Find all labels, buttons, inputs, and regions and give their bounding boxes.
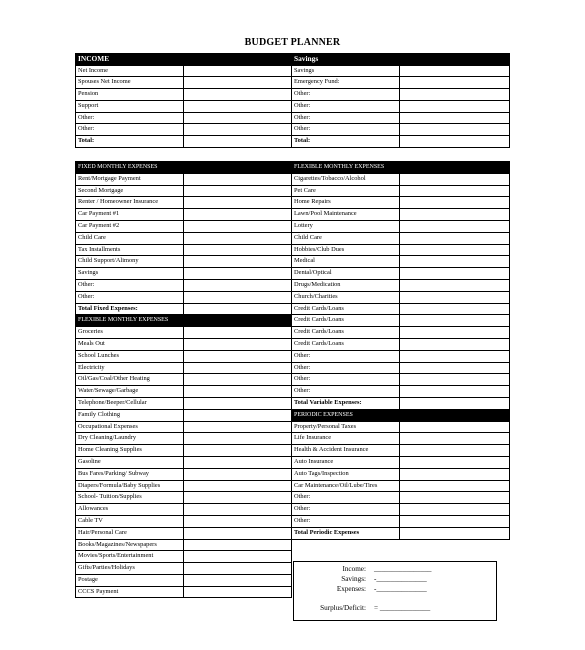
variable-expense-label: Other: <box>292 374 400 386</box>
periodic-expense-amount-field[interactable] <box>400 492 510 504</box>
savings-label: Other: <box>292 112 400 124</box>
income-amount-field[interactable] <box>184 65 292 77</box>
flexible-expense-amount-field[interactable] <box>184 362 292 374</box>
flexible-expense-label: Groceries <box>76 327 184 339</box>
income-total-label: Total: <box>76 135 184 147</box>
variable-expense-amount-field[interactable] <box>400 315 510 327</box>
variable-expense-amount-field[interactable] <box>400 374 510 386</box>
variable-expense-amount-field[interactable] <box>400 244 510 256</box>
income-amount-field[interactable] <box>184 77 292 89</box>
summary-label: Surplus/Deficit: <box>320 604 366 612</box>
variable-expense-amount-field[interactable] <box>400 303 510 315</box>
savings-amount-field[interactable] <box>400 65 510 77</box>
variable-expense-label: Pet Care <box>292 185 400 197</box>
variable-expense-amount-field[interactable] <box>400 209 510 221</box>
fixed-expense-amount-field[interactable] <box>184 256 292 268</box>
flexible-expense-amount-field[interactable] <box>184 586 292 598</box>
savings-amount-field[interactable] <box>400 124 510 136</box>
variable-expense-label: Lawn/Pool Maintenance <box>292 209 400 221</box>
table-row <box>292 268 510 280</box>
flexible-expense-label: Water/Sewage/Garbage <box>76 386 184 398</box>
flexible-expense-amount-field[interactable] <box>184 574 292 586</box>
variable-expense-amount-field[interactable] <box>400 279 510 291</box>
table-row <box>292 527 510 539</box>
table-row <box>76 409 292 421</box>
periodic-expenses-header: PERIODIC EXPENSES <box>292 409 510 421</box>
savings-total-field[interactable] <box>400 135 510 147</box>
savings-header-blank <box>400 54 510 66</box>
variable-expense-label: Medical <box>292 256 400 268</box>
fixed-expense-label: Savings <box>76 268 184 280</box>
table-row <box>292 220 510 232</box>
income-amount-field[interactable] <box>184 100 292 112</box>
flexible-expense-amount-field[interactable] <box>184 515 292 527</box>
variable-expense-amount-field[interactable] <box>400 268 510 280</box>
table-row <box>76 185 292 197</box>
table-row <box>76 574 292 586</box>
table-row <box>292 433 510 445</box>
table-row <box>76 386 292 398</box>
variable-expense-label: Other: <box>292 362 400 374</box>
table-row <box>76 268 292 280</box>
table-row <box>76 468 292 480</box>
fixed-expense-amount-field[interactable] <box>184 209 292 221</box>
income-header: INCOME <box>76 54 184 66</box>
variable-expense-label: Credit Cards/Loans <box>292 327 400 339</box>
flexible-expense-amount-field[interactable] <box>184 338 292 350</box>
table-row <box>292 397 510 409</box>
savings-total-label: Total: <box>292 135 400 147</box>
flexible-expense-label: Electricity <box>76 362 184 374</box>
table-row <box>76 586 292 598</box>
summary-row <box>294 604 496 614</box>
income-savings-header-row <box>76 54 510 66</box>
table-row <box>76 279 292 291</box>
variable-expense-amount-field[interactable] <box>400 220 510 232</box>
table-row <box>76 65 510 77</box>
periodic-expense-amount-field[interactable] <box>400 433 510 445</box>
table-row <box>76 112 510 124</box>
flexible-expense-amount-field[interactable] <box>184 386 292 398</box>
table-row <box>76 433 292 445</box>
variable-expense-label: Hobbies/Club Dues <box>292 244 400 256</box>
periodic-expense-amount-field[interactable] <box>400 445 510 457</box>
flexible-expense-amount-field[interactable] <box>184 409 292 421</box>
summary-row <box>294 585 496 595</box>
income-label: Other: <box>76 124 184 136</box>
table-row <box>292 173 510 185</box>
fixed-expense-amount-field[interactable] <box>184 220 292 232</box>
savings-label: Emergency Fund: <box>292 77 400 89</box>
flexible-expense-label: Occupational Expenses <box>76 421 184 433</box>
variable-expense-amount-field[interactable] <box>400 197 510 209</box>
fixed-expenses-header: FIXED MONTHLY EXPENSES <box>76 162 292 174</box>
summary-label: Savings: <box>341 575 366 583</box>
flexible-expense-amount-field[interactable] <box>184 327 292 339</box>
variable-expense-amount-field[interactable] <box>400 256 510 268</box>
table-row <box>76 563 292 575</box>
variable-expense-amount-field[interactable] <box>400 386 510 398</box>
table-row <box>76 515 292 527</box>
table-row <box>292 374 510 386</box>
periodic-expense-label: Other: <box>292 504 400 516</box>
flexible-expense-label: CCCS Payment <box>76 586 184 598</box>
income-amount-field[interactable] <box>184 112 292 124</box>
periodic-total-label: Total Periodic Expenses <box>292 527 400 539</box>
flexible-expense-label: Hair/Personal Care <box>76 527 184 539</box>
table-row <box>76 327 292 339</box>
flexible-and-periodic-table <box>291 161 510 540</box>
variable-expense-amount-field[interactable] <box>400 173 510 185</box>
periodic-expense-label: Life Insurance <box>292 433 400 445</box>
table-row <box>76 124 510 136</box>
fixed-expense-label: Child Support/Alimony <box>76 256 184 268</box>
flexible-expense-label: Postage <box>76 574 184 586</box>
flexible-expense-amount-field[interactable] <box>184 421 292 433</box>
income-savings-table <box>75 53 510 148</box>
fixed-expense-amount-field[interactable] <box>184 291 292 303</box>
variable-total-label: Total Variable Expenses: <box>292 397 400 409</box>
fixed-expense-label: Second Mortgage <box>76 185 184 197</box>
income-label: Pension <box>76 89 184 101</box>
flexible-expense-label: Telephone/Beeper/Cellular <box>76 397 184 409</box>
summary-label: Expenses: <box>336 585 366 593</box>
fixed-total-amount-field[interactable] <box>184 303 292 315</box>
flexible-expense-amount-field[interactable] <box>184 468 292 480</box>
summary-row <box>294 565 496 575</box>
savings-label: Savings <box>292 65 400 77</box>
table-row <box>292 291 510 303</box>
income-amount-field[interactable] <box>184 124 292 136</box>
table-row <box>76 539 292 551</box>
flexible-expense-label: Gifts/Parties/Holidays <box>76 563 184 575</box>
flexible-expense-label: School Lunches <box>76 350 184 362</box>
flexible-expense-label: School- Tuition/Supplies <box>76 492 184 504</box>
table-row <box>76 527 292 539</box>
flexible-expense-label: Gasoline <box>76 456 184 468</box>
table-row <box>76 350 292 362</box>
fixed-expense-label: Child Care <box>76 232 184 244</box>
periodic-expense-amount-field[interactable] <box>400 456 510 468</box>
table-row <box>76 89 510 101</box>
table-row <box>292 492 510 504</box>
periodic-total-amount-field[interactable] <box>400 527 510 539</box>
income-label: Support <box>76 100 184 112</box>
periodic-expense-amount-field[interactable] <box>400 468 510 480</box>
flexible-expense-amount-field[interactable] <box>184 563 292 575</box>
fixed-total-label: Total Fixed Expenses: <box>76 303 184 315</box>
variable-expense-label: Credit Cards/Loans <box>292 338 400 350</box>
table-row <box>292 421 510 433</box>
flexible-expense-amount-field[interactable] <box>184 492 292 504</box>
flexible-expense-amount-field[interactable] <box>184 527 292 539</box>
periodic-expense-amount-field[interactable] <box>400 421 510 433</box>
savings-label: Other: <box>292 100 400 112</box>
flexible-expense-amount-field[interactable] <box>184 456 292 468</box>
periodic-expenses-header-row <box>292 409 510 421</box>
variable-expense-label: Credit Cards/Loans <box>292 303 400 315</box>
table-row <box>76 244 292 256</box>
table-row <box>292 197 510 209</box>
variable-total-amount-field[interactable] <box>400 397 510 409</box>
flexible-expense-amount-field[interactable] <box>184 350 292 362</box>
flexible-expense-amount-field[interactable] <box>184 374 292 386</box>
summary-label: Income: <box>342 565 366 573</box>
fixed-expense-amount-field[interactable] <box>184 268 292 280</box>
flexible-expense-label: Family Clothing <box>76 409 184 421</box>
variable-expense-amount-field[interactable] <box>400 327 510 339</box>
periodic-expense-label: Other: <box>292 515 400 527</box>
fixed-expense-amount-field[interactable] <box>184 197 292 209</box>
variable-expense-label: Other: <box>292 350 400 362</box>
variable-expense-label: Dental/Optical <box>292 268 400 280</box>
flexible-expense-amount-field[interactable] <box>184 504 292 516</box>
table-row <box>292 445 510 457</box>
table-row <box>292 279 510 291</box>
table-row <box>76 374 292 386</box>
flexible-expense-label: Home Cleaning Supplies <box>76 445 184 457</box>
summary-blank-line[interactable]: -______________ <box>374 585 427 593</box>
table-row <box>76 551 292 563</box>
fixed-expense-label: Car Payment #2 <box>76 220 184 232</box>
table-row <box>292 515 510 527</box>
savings-amount-field[interactable] <box>400 112 510 124</box>
table-row <box>292 338 510 350</box>
savings-header: Savings <box>292 54 400 66</box>
flexible-expenses-header-row <box>76 315 292 327</box>
flexible-expenses-header: FLEXIBLE MONTHLY EXPENSES <box>76 315 292 327</box>
summary-blank-line[interactable]: ________________ <box>374 565 432 573</box>
variable-expense-amount-field[interactable] <box>400 185 510 197</box>
flexible-expenses-header-right: FLEXIBLE MONTHLY EXPENSES <box>292 162 510 174</box>
flexible-expense-label: Meals Out <box>76 338 184 350</box>
flexible-expense-amount-field[interactable] <box>184 539 292 551</box>
flexible-expense-amount-field[interactable] <box>184 397 292 409</box>
table-row <box>292 456 510 468</box>
income-label: Other: <box>76 112 184 124</box>
variable-expense-amount-field[interactable] <box>400 338 510 350</box>
variable-expense-label: Drugs/Medication <box>292 279 400 291</box>
table-row <box>292 480 510 492</box>
flexible-expense-label: Books/Magazines/Newspapers <box>76 539 184 551</box>
variable-expense-label: Other: <box>292 386 400 398</box>
flexible-expense-amount-field[interactable] <box>184 445 292 457</box>
table-row <box>76 100 510 112</box>
savings-amount-field[interactable] <box>400 89 510 101</box>
flexible-expense-label: Allowances <box>76 504 184 516</box>
summary-blank-line[interactable]: -______________ <box>374 575 427 583</box>
flexible-expense-label: Oil/Gas/Coal/Other Heating <box>76 374 184 386</box>
table-row <box>76 504 292 516</box>
variable-expense-label: Home Repairs <box>292 197 400 209</box>
periodic-expense-amount-field[interactable] <box>400 480 510 492</box>
table-row <box>292 468 510 480</box>
periodic-expense-amount-field[interactable] <box>400 515 510 527</box>
summary-box <box>293 561 497 621</box>
fixed-expense-amount-field[interactable] <box>184 279 292 291</box>
periodic-expense-amount-field[interactable] <box>400 504 510 516</box>
table-row <box>292 244 510 256</box>
variable-expense-label: Credit Cards/Loans <box>292 315 400 327</box>
table-row <box>76 397 292 409</box>
fixed-expense-amount-field[interactable] <box>184 173 292 185</box>
table-row <box>76 445 292 457</box>
fixed-expense-label: Other: <box>76 291 184 303</box>
table-row <box>292 315 510 327</box>
flexible-expense-label: Movies/Sports/Entertainment <box>76 551 184 563</box>
periodic-expense-label: Property/Personal Taxes <box>292 421 400 433</box>
summary-blank-line[interactable]: = ______________ <box>374 604 431 612</box>
fixed-expense-amount-field[interactable] <box>184 185 292 197</box>
variable-expense-label: Child Care <box>292 232 400 244</box>
table-row <box>76 338 292 350</box>
variable-expense-label: Cigarettes/Tobacco/Alcohol <box>292 173 400 185</box>
savings-amount-field[interactable] <box>400 77 510 89</box>
flexible-expenses-header-right-row <box>292 162 510 174</box>
table-row <box>76 173 292 185</box>
periodic-expense-label: Car Maintenance/Oil/Lube/Tires <box>292 480 400 492</box>
flexible-expense-label: Bus Fares/Parking/ Subway <box>76 468 184 480</box>
variable-expense-amount-field[interactable] <box>400 362 510 374</box>
fixed-expense-amount-field[interactable] <box>184 232 292 244</box>
table-row <box>292 256 510 268</box>
flexible-expense-label: Diapers/Formula/Baby Supplies <box>76 480 184 492</box>
flexible-expense-amount-field[interactable] <box>184 433 292 445</box>
variable-expense-amount-field[interactable] <box>400 232 510 244</box>
flexible-expense-label: Dry Cleaning/Laundry <box>76 433 184 445</box>
income-header-blank <box>184 54 292 66</box>
fixed-expense-label: Rent/Mortgage Payment <box>76 173 184 185</box>
fixed-expense-label: Other: <box>76 279 184 291</box>
flexible-expense-amount-field[interactable] <box>184 480 292 492</box>
savings-label: Other: <box>292 89 400 101</box>
income-label: Net Income <box>76 65 184 77</box>
summary-row <box>294 575 496 585</box>
table-row <box>76 480 292 492</box>
variable-expense-label: Lottery <box>292 220 400 232</box>
table-row <box>292 327 510 339</box>
table-row <box>76 303 292 315</box>
fixed-expense-label: Renter / Homeowner Insurance <box>76 197 184 209</box>
table-row <box>76 197 292 209</box>
table-row <box>292 209 510 221</box>
table-row <box>292 386 510 398</box>
table-row <box>292 185 510 197</box>
table-row <box>76 362 292 374</box>
income-total-field[interactable] <box>184 135 292 147</box>
table-row <box>76 291 292 303</box>
periodic-expense-label: Other: <box>292 492 400 504</box>
fixed-expense-label: Tax Installments <box>76 244 184 256</box>
savings-label: Other: <box>292 124 400 136</box>
variable-expense-amount-field[interactable] <box>400 291 510 303</box>
fixed-expense-amount-field[interactable] <box>184 244 292 256</box>
table-row <box>292 362 510 374</box>
periodic-expense-label: Auto Insurance <box>292 456 400 468</box>
fixed-and-flexible-table <box>75 161 292 598</box>
table-row <box>76 209 292 221</box>
flexible-expense-label: Cable TV <box>76 515 184 527</box>
page-title: BUDGET PLANNER <box>244 37 341 48</box>
variable-expense-amount-field[interactable] <box>400 350 510 362</box>
table-row <box>76 456 292 468</box>
flexible-expense-amount-field[interactable] <box>184 551 292 563</box>
table-row <box>76 256 292 268</box>
income-label: Spouses Net Income <box>76 77 184 89</box>
table-row <box>292 232 510 244</box>
periodic-expense-label: Auto Tags/Inspection <box>292 468 400 480</box>
variable-expense-label: Church/Charities <box>292 291 400 303</box>
periodic-expense-label: Health & Accident Insurance <box>292 445 400 457</box>
table-row <box>76 77 510 89</box>
table-row <box>76 421 292 433</box>
savings-amount-field[interactable] <box>400 100 510 112</box>
table-row <box>76 492 292 504</box>
table-row <box>76 220 292 232</box>
table-row <box>292 350 510 362</box>
fixed-expense-label: Car Payment #1 <box>76 209 184 221</box>
total-row <box>76 135 510 147</box>
fixed-expenses-header-row <box>76 162 292 174</box>
table-row <box>292 303 510 315</box>
income-amount-field[interactable] <box>184 89 292 101</box>
table-row <box>292 504 510 516</box>
table-row <box>76 232 292 244</box>
